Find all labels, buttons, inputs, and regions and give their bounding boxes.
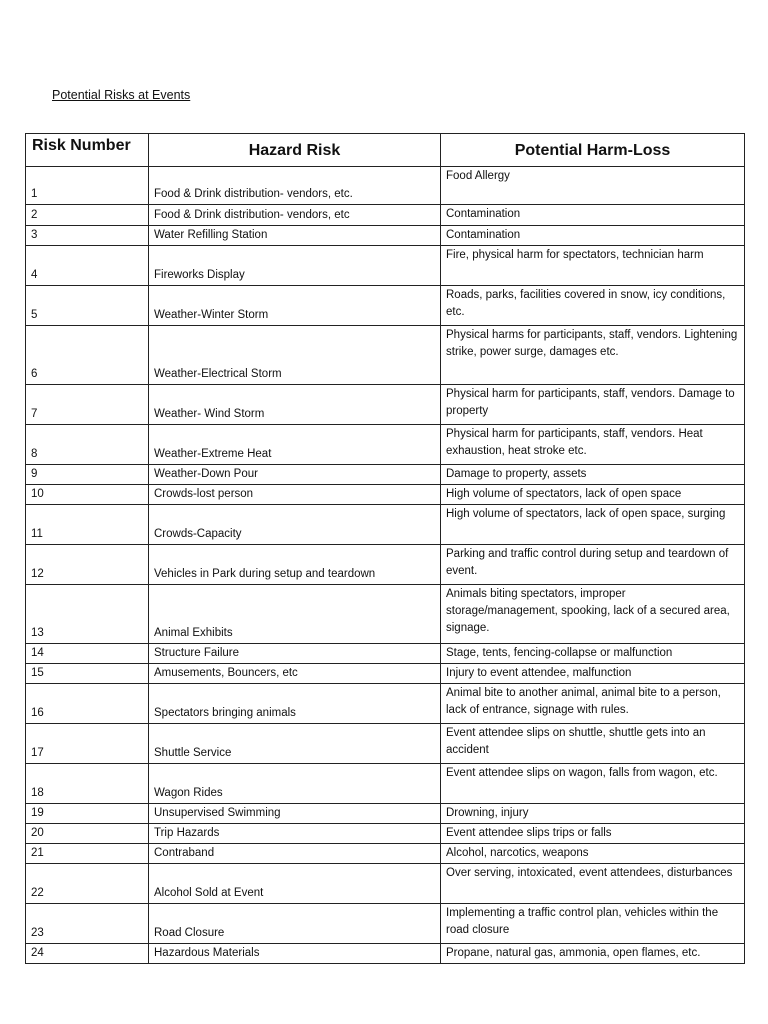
table-row: [26, 864, 745, 904]
table-row: [26, 824, 745, 844]
hazard-risk-cell: Weather- Wind Storm: [149, 385, 441, 425]
table-body: [26, 167, 745, 964]
potential-harm-cell: Damage to property, assets: [441, 465, 745, 485]
risk-table: [25, 133, 745, 964]
hazard-risk-cell: Fireworks Display: [149, 246, 441, 286]
risk-number-cell: 9: [26, 465, 149, 485]
table-row: [26, 545, 745, 585]
potential-harm-cell: High volume of spectators, lack of open space: [441, 485, 745, 505]
potential-harm-cell: Contamination: [441, 205, 745, 226]
potential-harm-cell: Fire, physical harm for spectators, technician harm: [441, 246, 745, 286]
potential-harm-cell: Physical harms for participants, staff, vendors. Lightening strike, power surge, damages etc.: [441, 326, 745, 385]
risk-number-cell: 17: [26, 724, 149, 764]
risk-number-cell: 13: [26, 585, 149, 644]
table-row: [26, 904, 745, 944]
risk-number-cell: 8: [26, 425, 149, 465]
hazard-risk-cell: Structure Failure: [149, 644, 441, 664]
potential-harm-cell: Roads, parks, facilities covered in snow, icy conditions, etc.: [441, 286, 745, 326]
table-row: [26, 764, 745, 804]
risk-number-cell: 12: [26, 545, 149, 585]
table-row: [26, 286, 745, 326]
risk-number-cell: 5: [26, 286, 149, 326]
table-row: [26, 585, 745, 644]
risk-number-cell: 3: [26, 226, 149, 246]
header-hazard-risk: Hazard Risk: [149, 134, 441, 167]
hazard-risk-cell: Amusements, Bouncers, etc: [149, 664, 441, 684]
hazard-risk-cell: Food & Drink distribution- vendors, etc.: [149, 167, 441, 205]
table-row: [26, 664, 745, 684]
risk-number-cell: 10: [26, 485, 149, 505]
risk-number-cell: 7: [26, 385, 149, 425]
table-row: [26, 485, 745, 505]
hazard-risk-cell: Crowds-lost person: [149, 485, 441, 505]
hazard-risk-cell: Alcohol Sold at Event: [149, 864, 441, 904]
table-row: [26, 505, 745, 545]
potential-harm-cell: Animals biting spectators, improper storage/management, spooking, lack of a secured area, signage.: [441, 585, 745, 644]
header-potential-harm-loss: Potential Harm-Loss: [441, 134, 745, 167]
hazard-risk-cell: Shuttle Service: [149, 724, 441, 764]
hazard-risk-cell: Food & Drink distribution- vendors, etc: [149, 205, 441, 226]
hazard-risk-cell: Vehicles in Park during setup and teardown: [149, 545, 441, 585]
table-row: [26, 226, 745, 246]
potential-harm-cell: Implementing a traffic control plan, vehicles within the road closure: [441, 904, 745, 944]
document-title: Potential Risks at Events: [52, 88, 191, 102]
potential-harm-cell: Food Allergy: [441, 167, 745, 205]
risk-number-cell: 1: [26, 167, 149, 205]
hazard-risk-cell: Animal Exhibits: [149, 585, 441, 644]
potential-harm-cell: Physical harm for participants, staff, vendors. Damage to property: [441, 385, 745, 425]
potential-harm-cell: Event attendee slips on wagon, falls from wagon, etc.: [441, 764, 745, 804]
hazard-risk-cell: Road Closure: [149, 904, 441, 944]
table-row: [26, 385, 745, 425]
hazard-risk-cell: Unsupervised Swimming: [149, 804, 441, 824]
hazard-risk-cell: Crowds-Capacity: [149, 505, 441, 545]
hazard-risk-cell: Hazardous Materials: [149, 944, 441, 964]
table-row: [26, 804, 745, 824]
risk-number-cell: 21: [26, 844, 149, 864]
risk-number-cell: 4: [26, 246, 149, 286]
table-row: [26, 684, 745, 724]
table-row: [26, 326, 745, 385]
risk-number-cell: 19: [26, 804, 149, 824]
hazard-risk-cell: Trip Hazards: [149, 824, 441, 844]
table-row: [26, 205, 745, 226]
potential-harm-cell: Alcohol, narcotics, weapons: [441, 844, 745, 864]
risk-number-cell: 16: [26, 684, 149, 724]
table-header-row: [26, 134, 745, 167]
potential-harm-cell: Physical harm for participants, staff, vendors. Heat exhaustion, heat stroke etc.: [441, 425, 745, 465]
risk-number-cell: 22: [26, 864, 149, 904]
table-row: [26, 167, 745, 205]
risk-number-cell: 15: [26, 664, 149, 684]
hazard-risk-cell: Weather-Electrical Storm: [149, 326, 441, 385]
table-row: [26, 724, 745, 764]
table-row: [26, 425, 745, 465]
risk-number-cell: 6: [26, 326, 149, 385]
hazard-risk-cell: Water Refilling Station: [149, 226, 441, 246]
table-row: [26, 465, 745, 485]
hazard-risk-cell: Contraband: [149, 844, 441, 864]
table-row: [26, 844, 745, 864]
hazard-risk-cell: Weather-Winter Storm: [149, 286, 441, 326]
potential-harm-cell: High volume of spectators, lack of open space, surging: [441, 505, 745, 545]
hazard-risk-cell: Wagon Rides: [149, 764, 441, 804]
hazard-risk-cell: Weather-Down Pour: [149, 465, 441, 485]
potential-harm-cell: Stage, tents, fencing-collapse or malfunction: [441, 644, 745, 664]
potential-harm-cell: Parking and traffic control during setup and teardown of event.: [441, 545, 745, 585]
table-row: [26, 944, 745, 964]
potential-harm-cell: Event attendee slips on shuttle, shuttle gets into an accident: [441, 724, 745, 764]
risk-number-cell: 11: [26, 505, 149, 545]
risk-number-cell: 2: [26, 205, 149, 226]
hazard-risk-cell: Spectators bringing animals: [149, 684, 441, 724]
risk-number-cell: 14: [26, 644, 149, 664]
risk-number-cell: 20: [26, 824, 149, 844]
risk-number-cell: 24: [26, 944, 149, 964]
potential-harm-cell: Contamination: [441, 226, 745, 246]
potential-harm-cell: Injury to event attendee, malfunction: [441, 664, 745, 684]
table-row: [26, 246, 745, 286]
risk-number-cell: 18: [26, 764, 149, 804]
potential-harm-cell: Event attendee slips trips or falls: [441, 824, 745, 844]
potential-harm-cell: Drowning, injury: [441, 804, 745, 824]
risk-number-cell: 23: [26, 904, 149, 944]
hazard-risk-cell: Weather-Extreme Heat: [149, 425, 441, 465]
potential-harm-cell: Propane, natural gas, ammonia, open flames, etc.: [441, 944, 745, 964]
potential-harm-cell: Animal bite to another animal, animal bite to a person, lack of entrance, signage with rules.: [441, 684, 745, 724]
header-risk-number: Risk Number: [26, 134, 149, 167]
table-row: [26, 644, 745, 664]
potential-harm-cell: Over serving, intoxicated, event attendees, disturbances: [441, 864, 745, 904]
